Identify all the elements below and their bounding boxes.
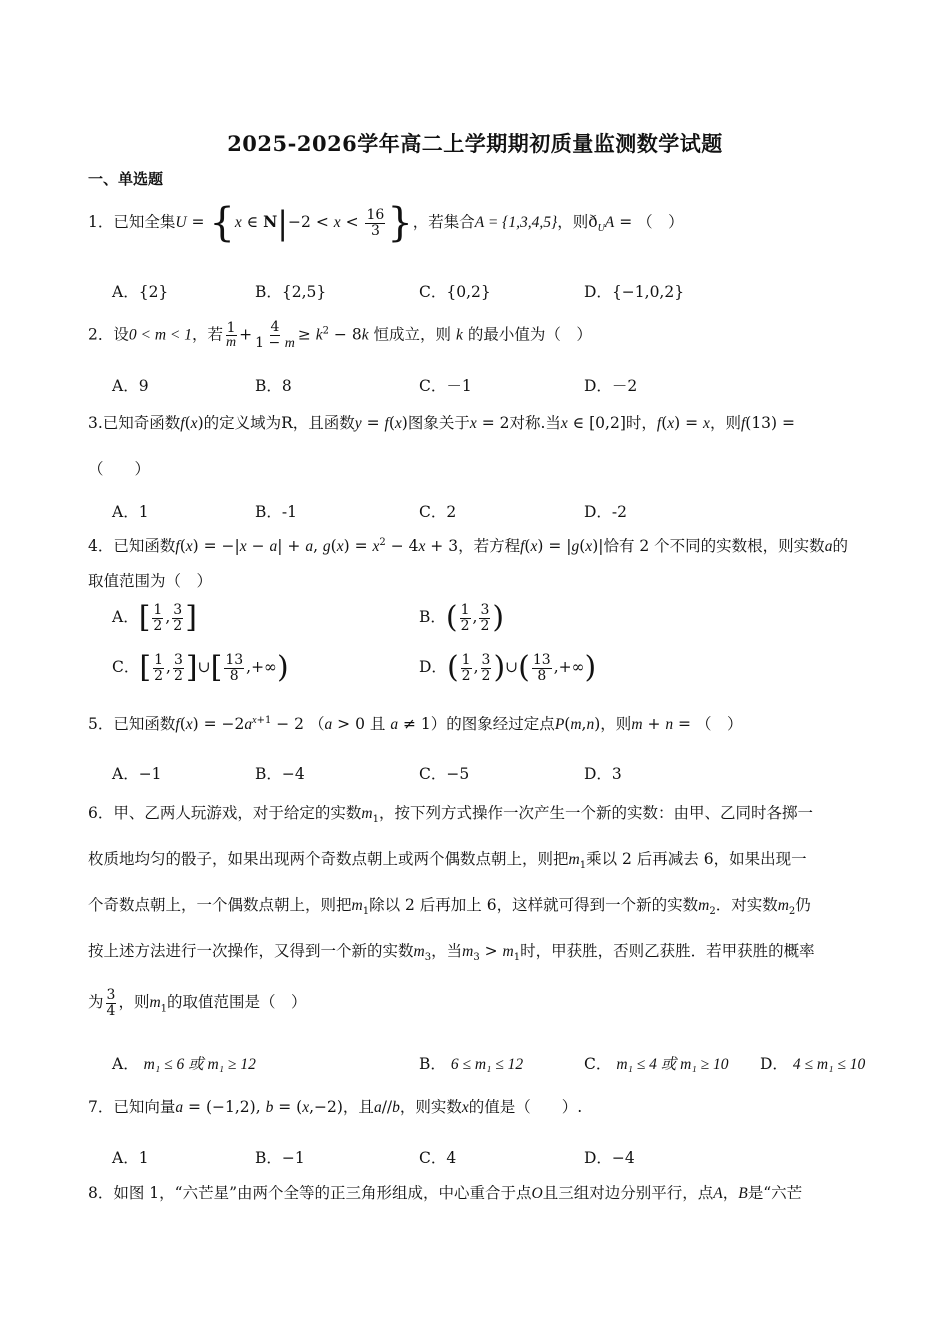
q7-option-d[interactable]: D．−4 [584,1149,635,1167]
page-title: 2025-2026学年高二上学期期初质量监测数学试题 [227,131,723,156]
q5-option-d[interactable]: D．3 [584,765,622,783]
q4-option-d[interactable]: D．( $\frac{1}{2}$ , $\frac{3}{2}$ )∪( $\frac{13}{8}$ ,+∞) [419,650,597,686]
q3-option-a[interactable]: A．1 [112,503,149,521]
q1-option-b[interactable]: B．{2,5} [255,283,327,301]
question-6-line3: 个奇数点朝上，一个偶数点朝上，则把$m_1$除以 2 后再加上 6，这样就可得到一个新的实数$m_2$．对实数$m_2$仍 [88,896,811,918]
q3-option-c[interactable]: C．2 [419,503,457,521]
q4-option-a[interactable]: A．[ $\frac{1}{2}$ , $\frac{3}{2}$ ] [112,600,197,636]
q7-option-c[interactable]: C．4 [419,1149,457,1167]
q2-option-c[interactable]: C．－1 [419,377,472,395]
q5-option-c[interactable]: C．−5 [419,765,470,783]
question-2: 2．设0 < m < 1，若 $\frac{1}{m}$ + $\frac{4}{1 - m}$ ≥ $k^2 - 8k$ 恒成立，则 k 的最小值为（ ） [88,319,592,351]
question-6-line2: 枚质地均匀的骰子，如果出现两个奇数点朝上或两个偶数点朝上，则把$m_1$乘以 2 后再减去 6，如果出现一 [88,850,807,872]
question-6-line4: 按上述方法进行一次操作，又得到一个新的实数$m_3$，当$m_3 > m_1$时，甲获胜，否则乙获胜．若甲获胜的概率 [88,942,815,964]
q7-option-b[interactable]: B．−1 [255,1149,305,1167]
q2-option-d[interactable]: D．－2 [584,377,638,395]
question-4-line2: 取值范围为（ ） [88,572,213,590]
q4-option-c[interactable]: C．[ $\frac{1}{2}$ , $\frac{3}{2}$ ]∪[ $\frac{13}{8}$ ,+∞) [112,650,289,686]
q6-option-a[interactable]: A． m₁ ≤ 6 或 m₁ ≥ 12 [112,1055,256,1073]
question-6-line5: 为 $\frac{3}{4}$ ，则$m_1$的取值范围是（ ） [88,987,307,1019]
question-1: 1．已知全集U = {x ∈ N|−2 < x < $\frac{16}{3}$ }，若集合A = {1,3,4,5}，则$ð_UA$ = （ ） [88,200,684,246]
q3-option-b[interactable]: B．-1 [255,503,297,521]
question-6-line1: 6．甲、乙两人玩游戏，对于给定的实数$m_1$，按下列方式操作一次产生一个新的实数：由甲、乙同时各掷一 [88,804,813,826]
q7-option-a[interactable]: A．1 [112,1149,149,1167]
q1-option-a[interactable]: A．{2} [112,283,169,301]
q3-option-d[interactable]: D．-2 [584,503,628,521]
q6-option-d[interactable]: D． 4 ≤ m₁ ≤ 10 [760,1055,866,1073]
question-8: 8．如图 1，“六芒星”由两个全等的正三角形组成，中心重合于点O且三组对边分别平行，点A，B是“六芒 [88,1184,803,1202]
q5-option-b[interactable]: B．−4 [255,765,305,783]
section-heading: 一、单选题 [88,170,164,188]
q5-option-a[interactable]: A．−1 [112,765,162,783]
q6-option-b[interactable]: B． 6 ≤ m₁ ≤ 12 [419,1055,524,1073]
question-4: 4．已知函数f(x) = −|x − a| + a, $g(x) = x^2 - 4x + 3$，若方程f(x) = |g(x)|恰有 2 个不同的实数根，则实数a的 [88,537,848,556]
q2-option-b[interactable]: B．8 [255,377,292,395]
q1-option-c[interactable]: C．{0,2} [419,283,491,301]
q2-option-a[interactable]: A．9 [112,377,149,395]
q4-option-b[interactable]: B．( $\frac{1}{2}$ , $\frac{3}{2}$ ) [419,600,505,636]
q6-option-c[interactable]: C． m₁ ≤ 4 或 m₁ ≥ 10 [584,1055,729,1073]
question-5: 5．已知函数$f(x) = -2a^{x+1} - 2$ （a > 0 且 a ≠ 1）的图象经过定点P(m,n)，则m + n = （ ） [88,715,743,734]
q1-option-d[interactable]: D．{−1,0,2} [584,283,685,301]
question-3: 3.已知奇函数f(x)的定义域为R，且函数y = f(x)图象关于x = 2对称.当x ∈ [0,2]时，f(x) = x，则f(13) = [88,414,795,432]
question-7: 7．已知向量a = (−1,2), b = (x,−2)，且a//b，则实数x的值是（ ）. [88,1098,583,1116]
question-3-paren: （ ） [88,460,151,478]
